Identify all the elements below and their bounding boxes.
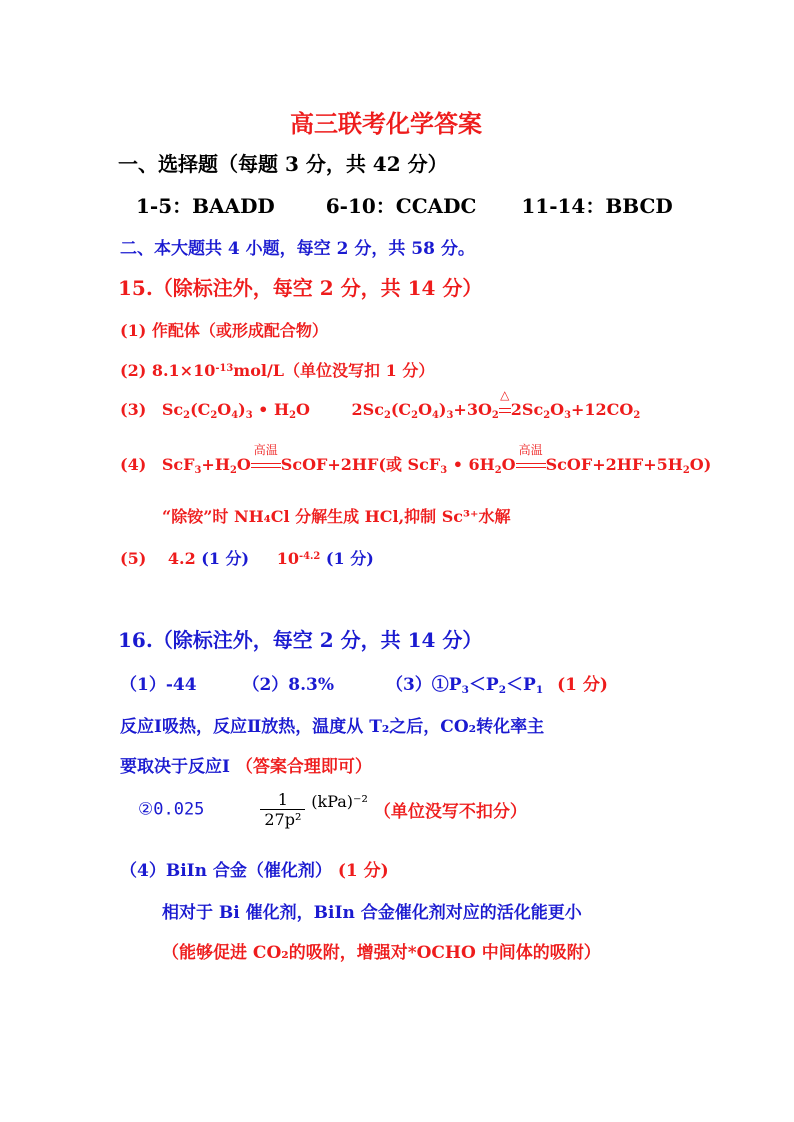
section2-heading: 二、本大题共 4 小题，每空 2 分，共 58 分。	[120, 239, 475, 259]
q15-part5-b: $10^{-4.2}$	[276, 549, 321, 568]
q15-part5-label: (5)	[120, 549, 147, 568]
q15-part5	[120, 546, 374, 569]
q16-answer-3b	[138, 790, 527, 829]
high-temp-arrow: 高温	[251, 455, 281, 474]
mc-answers	[136, 190, 673, 219]
q15-part2	[120, 358, 434, 381]
page-title: 高三联考化学答案	[290, 109, 482, 138]
q15-part3	[120, 388, 641, 421]
q15-part3-equation: $2Sc_2(C_2O_4)_3+3O_2$ △ $2Sc_2O_3+12CO_2$	[351, 388, 641, 421]
heat-arrow: △	[499, 400, 511, 419]
q16-explain-2-note: （答案合理即可）	[235, 757, 372, 777]
kp-unit: (kPa)⁻²	[311, 792, 368, 811]
q16-heading: 16.（除标注外，每空 2 分，共 14 分）	[118, 628, 483, 652]
high-temp-arrow-2: 高温	[516, 455, 546, 474]
mc-answers-11-14: 11-14：BBCD	[521, 194, 673, 218]
q16-answer-3b-value: ②0.025	[138, 799, 205, 820]
q15-part5-a-note: (1 分)	[201, 549, 250, 568]
q16-explain-2	[120, 752, 372, 777]
mc-answers-6-10: 6-10：CCADC	[325, 194, 477, 218]
q16-explain-2-text: 要取决于反应Ⅰ	[120, 757, 230, 777]
q16-answer-3: $(3)①P_3<P_2<P_1$	[385, 675, 544, 697]
kp-fraction	[260, 790, 305, 829]
q16-explain-1: 反应Ⅰ吸热，反应Ⅱ放热，温度从 T₂之后，CO₂转化率主	[120, 717, 545, 737]
q15-part4-label: (4)	[120, 455, 147, 474]
q16-answer-2: （2）8.3%	[242, 675, 335, 695]
q16-answer-4-text: （4）BiIn 合金（催化剂）	[120, 861, 332, 881]
q15-part5-b-note: (1 分)	[325, 549, 374, 568]
q16-answer-4-line2: 相对于 Bi 催化剂，BiIn 合金催化剂对应的活化能更小	[162, 903, 582, 923]
q15-part4-equation: $ScF_3+H_2O$ 高温 ScOF+2HF(或 ScF$_3$ • $6H_2O$ 高温 $ScOF+2HF+5H_2O$)	[161, 443, 712, 476]
q15-part2-value: (2) 8.1×10	[120, 361, 216, 380]
q15-part1: (1) 作配体（或形成配合物）	[120, 321, 328, 340]
q15-part5-a: 4.2	[167, 549, 196, 568]
q16-unit-note: （单位没写不扣分）	[373, 802, 527, 822]
kp-fraction-denominator: 27p²	[264, 810, 302, 829]
q16-answer-1: （1）-44	[120, 675, 197, 695]
q16-answer-4-line3: （能够促进 CO₂的吸附，增强对*OCHO 中间体的吸附）	[162, 943, 601, 963]
q16-answer-4	[120, 856, 389, 881]
section1-heading: 一、选择题（每题 3 分，共 42 分）	[118, 152, 448, 176]
q15-part4	[120, 443, 712, 476]
q16-answer-3-note: (1 分)	[557, 675, 608, 695]
q15-heading: 15.（除标注外，每空 2 分，共 14 分）	[118, 276, 483, 300]
mc-answers-1-5: 1-5：BAADD	[136, 194, 275, 218]
q16-answer-4-note: (1 分)	[337, 861, 389, 881]
q15-part2-unit: mol/L（单位没写扣 1 分）	[233, 361, 435, 380]
q15-part3-formula: $Sc_2(C_2O_4)_3$ • $H_2O$	[161, 400, 310, 421]
q16-answers	[120, 670, 608, 695]
q15-part4-note: “除铵”时 NH₄Cl 分解生成 HCl,抑制 Sc³⁺水解	[162, 507, 511, 526]
kp-fraction-numerator: 1	[260, 790, 305, 810]
q15-part2-exponent: -13	[215, 363, 234, 375]
q15-part3-label: (3)	[120, 400, 147, 419]
